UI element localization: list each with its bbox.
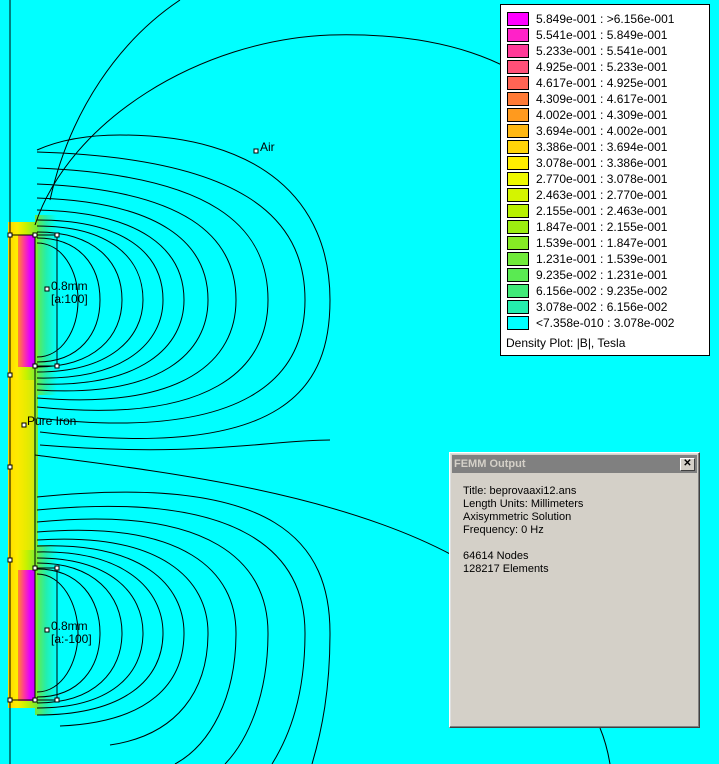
label-coil-top-size: 0.8mm [51, 279, 88, 293]
legend-row [507, 27, 667, 43]
legend-range-label: <7.358e-010 : 3.078e-002 [536, 316, 675, 330]
legend-row [507, 299, 667, 315]
legend-row [507, 59, 667, 75]
legend-swatch [507, 76, 529, 90]
legend-swatch [507, 172, 529, 186]
legend-swatch [507, 124, 529, 138]
legend-range-label: 3.386e-001 : 3.694e-001 [536, 140, 668, 154]
legend-range-label: 4.002e-001 : 4.309e-001 [536, 108, 668, 122]
femm-output-title: FEMM Output [454, 458, 526, 470]
legend-range-label: 3.078e-002 : 6.156e-002 [536, 300, 668, 314]
legend-row [507, 171, 667, 187]
legend-range-label: 4.617e-001 : 4.925e-001 [536, 76, 668, 90]
legend-row [507, 283, 667, 299]
legend-row [507, 219, 667, 235]
legend-swatch [507, 236, 529, 250]
legend-row [507, 43, 667, 59]
legend-swatch [507, 300, 529, 314]
legend-swatch [507, 316, 529, 330]
legend-swatch [507, 140, 529, 154]
legend-swatch [507, 108, 529, 122]
legend-row [507, 11, 674, 27]
output-nodes: 64614 Nodes [463, 550, 529, 562]
legend-swatch [507, 44, 529, 58]
legend-row [507, 315, 674, 331]
close-icon: ✕ [683, 458, 692, 469]
label-coil-bottom-size: 0.8mm [51, 619, 88, 633]
femm-output-titlebar[interactable] [452, 455, 697, 473]
legend-range-label: 2.463e-001 : 2.770e-001 [536, 188, 668, 202]
legend-range-label: 6.156e-002 : 9.235e-002 [536, 284, 668, 298]
legend-range-label: 5.233e-001 : 5.541e-001 [536, 44, 668, 58]
legend-range-label: 4.925e-001 : 5.233e-001 [536, 60, 668, 74]
legend-caption: Density Plot: |B|, Tesla [506, 336, 626, 350]
legend-swatch [507, 92, 529, 106]
legend-range-label: 2.155e-001 : 2.463e-001 [536, 204, 668, 218]
label-pure-iron: Pure Iron [27, 414, 77, 428]
label-air: Air [260, 140, 275, 154]
legend-range-label: 9.235e-002 : 1.231e-001 [536, 268, 668, 282]
legend-range-label: 3.078e-001 : 3.386e-001 [536, 156, 668, 170]
output-solution-type: Axisymmetric Solution [463, 511, 572, 523]
legend-range-label: 1.539e-001 : 1.847e-001 [536, 236, 668, 250]
output-elements: 128217 Elements [463, 563, 549, 575]
legend-swatch [507, 204, 529, 218]
label-coil-top-current: [a:100] [51, 292, 88, 306]
legend-row [507, 251, 667, 267]
legend-range-label: 5.849e-001 : >6.156e-001 [536, 12, 675, 26]
legend-swatch [507, 188, 529, 202]
density-legend [500, 4, 710, 356]
legend-row [507, 203, 667, 219]
legend-swatch [507, 268, 529, 282]
close-button[interactable] [680, 458, 695, 471]
legend-range-label: 5.541e-001 : 5.849e-001 [536, 28, 668, 42]
legend-swatch [507, 12, 529, 26]
output-title-line: Title: beprovaaxi12.ans [463, 485, 577, 497]
legend-swatch [507, 28, 529, 42]
label-coil-bottom-current: [a:-100] [51, 632, 92, 646]
legend-row [507, 123, 667, 139]
legend-row [507, 187, 667, 203]
legend-row [507, 235, 667, 251]
legend-range-label: 4.309e-001 : 4.617e-001 [536, 92, 668, 106]
legend-row [507, 155, 667, 171]
legend-range-label: 1.231e-001 : 1.539e-001 [536, 252, 668, 266]
legend-row [507, 139, 667, 155]
legend-swatch [507, 220, 529, 234]
femm-output-window[interactable] [449, 452, 700, 728]
output-frequency: Frequency: 0 Hz [463, 524, 544, 536]
legend-row [507, 75, 667, 91]
legend-range-label: 1.847e-001 : 2.155e-001 [536, 220, 668, 234]
legend-range-label: 2.770e-001 : 3.078e-001 [536, 172, 668, 186]
legend-swatch [507, 284, 529, 298]
legend-swatch [507, 60, 529, 74]
density-field [8, 215, 57, 715]
output-length-units: Length Units: Millimeters [463, 498, 584, 510]
legend-swatch [507, 252, 529, 266]
legend-range-label: 3.694e-001 : 4.002e-001 [536, 124, 668, 138]
legend-row [507, 107, 667, 123]
legend-swatch [507, 156, 529, 170]
legend-row [507, 91, 667, 107]
legend-row [507, 267, 667, 283]
